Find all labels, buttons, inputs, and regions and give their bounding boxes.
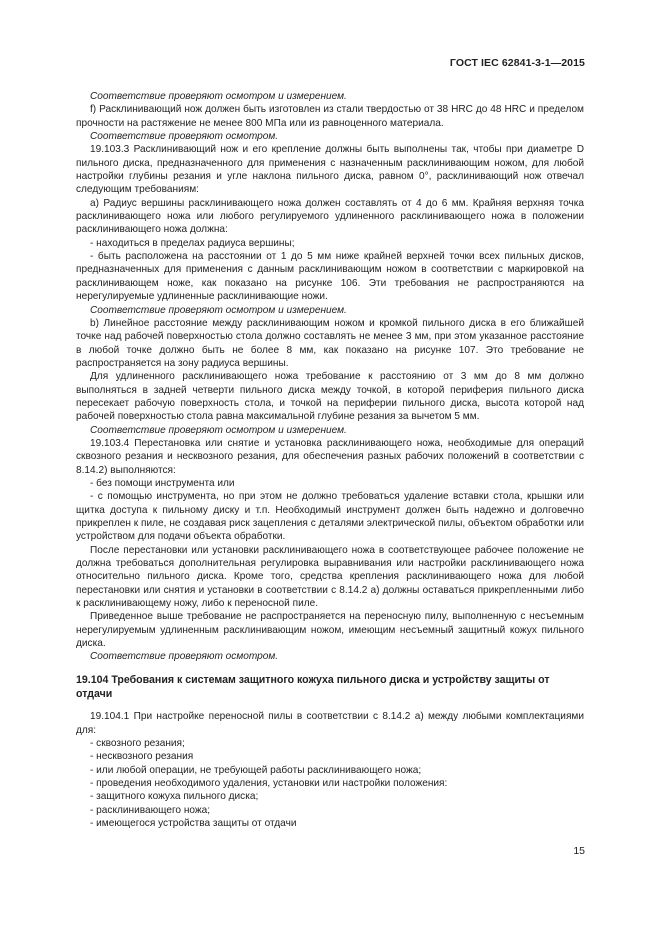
list-item: - сквозного резания; [90, 737, 185, 749]
list-item: - имеющегося устройства защиты от отдачи [90, 818, 297, 830]
paragraph: f) Расклинивающий нож должен быть изготовлен из стали твердостью от 38 HRC до 48 HRC и пределом прочности на растяжение не менее 800 МПа или из равноценного материала. [76, 104, 584, 129]
paragraph: Соответствие проверяют осмотром и измерением. [90, 304, 347, 316]
document-id-header: ГОСТ IEC 62841-3-1—2015 [449, 57, 585, 69]
section-heading: 19.104 Требования к системам защитного кожуха пильного диска и устройству защиты от отдачи [76, 673, 550, 700]
document-body [76, 90, 584, 830]
list-item: - расклинивающего ножа; [90, 804, 211, 816]
paragraph: а) Радиус вершины расклинивающего ножа должен составлять от 4 до 6 мм. Крайняя верхняя точка расклинивающего ножа или любого регулируемого удлиненного расклинивающего ножа в положении расклинивающего ножа должна: [76, 197, 584, 236]
list-item: - несквозного резания [90, 751, 194, 763]
paragraph: Соответствие проверяют осмотром и измерением. [90, 91, 347, 102]
paragraph: Соответствие проверяют осмотром. [90, 131, 279, 143]
paragraph: Для удлиненного расклинивающего ножа требование к расстоянию от 3 мм до 8 мм должно выполняться в задней четверти пильного диска между точкой, в которой периферия пильного диска пересекает рабочую поверхность стола, и точкой на периферии пильного диска, высота которой над рабочей поверхностью стола равна максимальной глубине резания за вычетом 5 мм. [76, 371, 584, 423]
paragraph: После перестановки или установки расклинивающего ножа в соответствующее рабочее положение не должна требоваться дополнительная регулировка выравнивания или настройки расклинивающего ножа относительно пильного диска. Кроме того, средства крепления расклинивающего ножа для любой перестановки или снятия и установки в соответствии с 8.14.2 а) должны оставаться прикрепленными либо к расклинивающему ножу, либо к переносной пиле. [76, 544, 584, 610]
list-item: - с помощью инструмента, но при этом не должно требоваться удаление вставки стола, крышки или щитка доступа к пильному диску и т.п. Необходимый инструмент должен быть надежно и долговечно прикреплен к пиле, не создавая риск зацепления с деталями электрической пилы, объектом обработки или устройством для подачи объекта обработки. [76, 491, 584, 543]
list-item: - защитного кожуха пильного диска; [90, 791, 259, 803]
list-item: - находиться в пределах радиуса вершины; [90, 237, 295, 249]
paragraph: 19.104.1 При настройке переносной пилы в соответствии с 8.14.2 а) между любыми комплектациями для: [76, 711, 584, 736]
paragraph: 19.103.3 Расклинивающий нож и его крепление должны быть выполнены так, чтобы при диаметре D пильного диска, предназначенного для применения с назначенным расклинивающим ножом, для любой настройки глубины резания и угле наклона пильного диска, равном 0°, расклинивающий нож отвечал следующим требованиям: [76, 144, 584, 196]
list-item: - без помощи инструмента или [90, 477, 235, 489]
list-item: - быть расположена на расстоянии от 1 до 5 мм ниже крайней верхней точки всех пильных дисков, предназначенных для применения с данным расклинивающим ножом в соответствии с маркировкой на расклинивающем ноже, как показано на рисунке 106. Эти требования не распространяются на нерегулируемые удлиненные расклинивающие ножи. [76, 251, 584, 303]
list-item: - или любой операции, не требующей работы расклинивающего ножа; [90, 764, 422, 776]
paragraph: Приведенное выше требование не распространяется на переносную пилу, выполненную с несъемным нерегулируемым удлиненным расклинивающим ножом, имеющим несъемный защитный кожух пильного диска. [76, 611, 584, 650]
list-item: - проведения необходимого удаления, установки или настройки положения: [90, 778, 448, 789]
paragraph: b) Линейное расстояние между расклинивающим ножом и кромкой пильного диска в его ближайшей точке над рабочей поверхностью стола должно составлять не менее 3 мм, при этом указанное расстояние в любой точке должно быть не более 8 мм, как показано на рисунке 107. Это требование не распространяется на зону радиуса вершины. [76, 317, 584, 369]
paragraph: 19.103.4 Перестановка или снятие и установка расклинивающего ножа, необходимые для операций сквозного резания и несквозного резания, для обеспечения разных рабочих положений в соответствии с 8.14.2) выполняются: [76, 437, 584, 476]
page-number: 15 [573, 845, 585, 857]
paragraph: Соответствие проверяют осмотром и измерением. [90, 424, 347, 436]
paragraph: Соответствие проверяют осмотром. [90, 651, 279, 663]
